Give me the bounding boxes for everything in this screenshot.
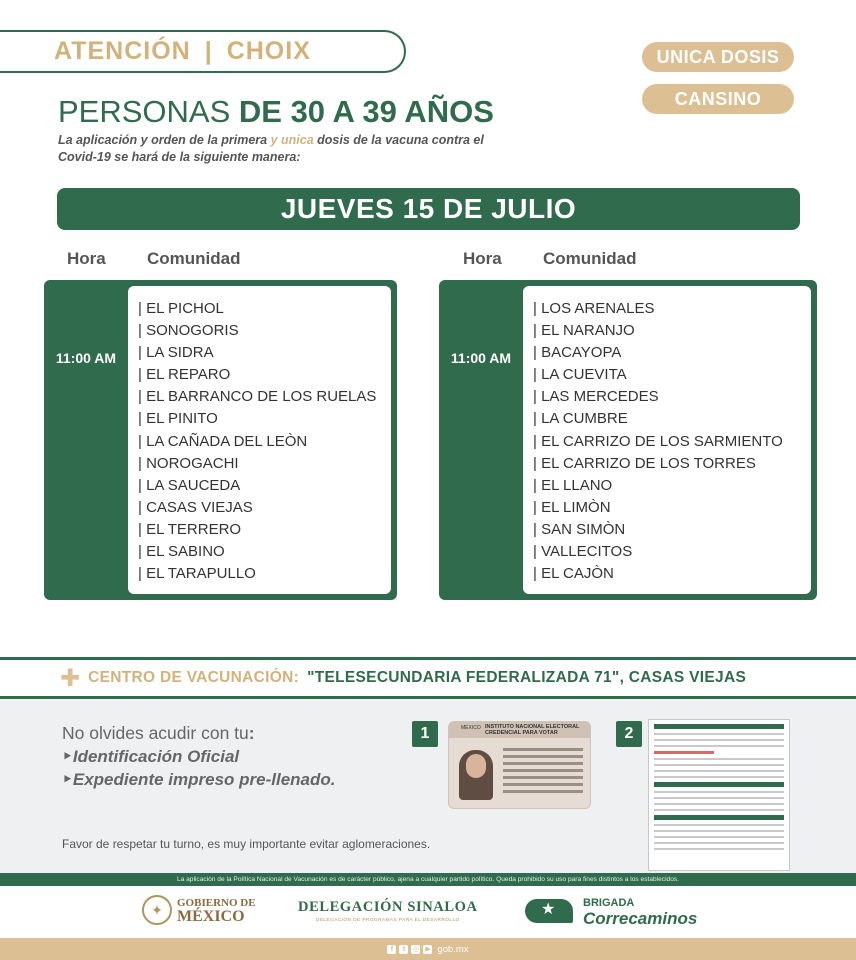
list-item: | LA CUEVITA bbox=[533, 366, 627, 384]
page-title bbox=[58, 94, 494, 130]
community-header-right: Comunidad bbox=[543, 249, 637, 268]
id-card-type: CREDENCIAL PARA VOTAR bbox=[485, 729, 558, 736]
list-item: | LA SAUCEDA bbox=[138, 476, 241, 494]
social-icons bbox=[387, 945, 432, 954]
location-label: CHOIX bbox=[226, 37, 311, 65]
attention-label: ATENCIÓN bbox=[54, 37, 191, 65]
brigada-text bbox=[583, 895, 697, 927]
reminder-text bbox=[62, 722, 336, 791]
list-item: | EL CAJÒN bbox=[533, 565, 614, 583]
list-item: | LA CUMBRE bbox=[533, 410, 628, 428]
brigada-line1: BRIGADA bbox=[583, 897, 635, 909]
id-card-issuer-name: INSTITUTO NACIONAL ELECTORAL bbox=[485, 724, 580, 730]
subtitle-part1: La aplicación y orden de la primera bbox=[58, 133, 271, 147]
list-item: | EL LLANO bbox=[533, 476, 613, 494]
id-card-issuer bbox=[485, 725, 579, 736]
schedule-time: 11:00 AM bbox=[450, 350, 512, 366]
reminder-item-form: ‣Expediente impreso pre-llenado. bbox=[62, 770, 336, 789]
list-item: | EL SABINO bbox=[138, 543, 225, 561]
list-item: | EL NARANJO bbox=[533, 322, 635, 340]
list-item: | EL LIMÒN bbox=[533, 498, 611, 516]
id-card-text-lines bbox=[503, 748, 583, 797]
schedule-time: 11:00 AM bbox=[55, 350, 117, 366]
delegacion-logo bbox=[298, 899, 478, 923]
list-item: | LAS MERCEDES bbox=[533, 388, 659, 406]
hour-header-right: Hora bbox=[463, 249, 502, 268]
brigada-logo bbox=[519, 893, 697, 929]
step-number-2: 2 bbox=[616, 721, 642, 747]
eagle-seal-icon: ✦ bbox=[142, 895, 172, 925]
youtube-icon[interactable]: ▶ bbox=[425, 946, 431, 953]
twitter-icon[interactable]: t bbox=[399, 945, 408, 954]
logos-row bbox=[0, 886, 856, 938]
center-value: "TELESECUNDARIA FEDERALIZADA 71", CASAS VIEJAS bbox=[307, 669, 747, 686]
list-item: | LA CAÑADA DEL LEÒN bbox=[138, 432, 308, 450]
list-item: | NOROGACHI bbox=[138, 454, 239, 472]
community-header-left: Comunidad bbox=[147, 249, 241, 268]
list-item: | EL CARRIZO DE LOS TORRES bbox=[533, 454, 756, 472]
list-item: | LOS ARENALES bbox=[533, 300, 655, 317]
subtitle bbox=[58, 132, 498, 166]
list-item: | BACAYOPA bbox=[533, 344, 622, 362]
list-item: | EL BARRANCO DE LOS RUELAS bbox=[138, 388, 377, 406]
delegacion-subtitle: DELEGACIÓN DE PROGRAMAS PARA EL DESARROLLO bbox=[315, 918, 460, 923]
vaccine-pill: CANSINO bbox=[642, 84, 794, 114]
list-item: | EL REPARO bbox=[138, 366, 231, 384]
gobierno-mexico-logo bbox=[142, 895, 256, 925]
instagram-icon[interactable]: ◎ bbox=[412, 946, 419, 953]
community-list-left bbox=[128, 286, 391, 594]
gobierno-text bbox=[177, 897, 256, 923]
title-prefix: PERSONAS bbox=[58, 94, 239, 129]
hour-header-left: Hora bbox=[67, 249, 106, 268]
reminder-item-id: ‣Identificación Oficial bbox=[62, 747, 240, 766]
dose-pill: UNICA DOSIS bbox=[642, 42, 794, 72]
list-item: | EL TERRERO bbox=[138, 520, 242, 538]
delegacion-title: DELEGACIÓN SINALOA bbox=[298, 899, 478, 915]
list-item: | EL PICHOL bbox=[138, 300, 224, 317]
reminder-title-text: No olvides acudir con tu bbox=[62, 723, 249, 743]
id-card-country: MÉXICO bbox=[461, 725, 481, 731]
facebook-icon[interactable]: f bbox=[387, 945, 396, 954]
id-card-photo-face bbox=[466, 754, 486, 778]
list-item: | SAN SIMÒN bbox=[533, 520, 626, 538]
footer-bar bbox=[0, 938, 856, 960]
plus-icon: ✚ bbox=[60, 664, 81, 692]
schedule-right bbox=[439, 280, 817, 600]
subtitle-part2: dosis de la vacuna contra el Covid-19 se hará de la siguiente manera: bbox=[58, 133, 484, 164]
respect-note: Favor de respetar tu turno, es muy importante evitar aglomeraciones. bbox=[62, 837, 431, 851]
list-item: | SONOGORIS bbox=[138, 322, 239, 340]
title-age-range: DE 30 A 39 AÑOS bbox=[238, 94, 494, 129]
list-item: | EL CARRIZO DE LOS SARMIENTO bbox=[533, 432, 783, 450]
center-label: CENTRO DE VACUNACIÓN: bbox=[88, 669, 300, 686]
id-card-image bbox=[448, 721, 591, 809]
list-item: | EL PINITO bbox=[138, 410, 218, 428]
roadrunner-icon: ★ bbox=[519, 893, 579, 929]
vaccination-center-band bbox=[0, 657, 856, 699]
header-separator: | bbox=[204, 37, 213, 65]
gobierno-line1: GOBIERNO DE bbox=[177, 897, 256, 909]
list-item: | VALLECITOS bbox=[533, 543, 633, 561]
list-item: | LA SIDRA bbox=[138, 344, 214, 362]
subtitle-highlight: y unica bbox=[270, 133, 314, 147]
list-item: | EL TARAPULLO bbox=[138, 565, 256, 583]
step-number-1: 1 bbox=[412, 721, 438, 747]
reminder-title-colon: : bbox=[248, 723, 255, 743]
date-banner: JUEVES 15 DE JULIO bbox=[57, 188, 800, 230]
reminder-title bbox=[62, 722, 336, 745]
list-item: | CASAS VIEJAS bbox=[138, 498, 253, 516]
community-list-right bbox=[523, 286, 811, 594]
brigada-line2: Correcaminos bbox=[583, 909, 698, 928]
schedule-left bbox=[44, 280, 397, 600]
form-document-image bbox=[648, 719, 790, 871]
attention-header bbox=[0, 30, 406, 73]
gobierno-line2: MÉXICO bbox=[177, 908, 245, 925]
disclaimer-bar: La aplicación de la Política Nacional de Vacunación es de carácter público, ajena a cualquier partido político. Queda prohibido su uso para fines distintos a los establecidos. bbox=[0, 873, 856, 886]
footer-site-link[interactable]: gob.mx bbox=[437, 943, 469, 955]
